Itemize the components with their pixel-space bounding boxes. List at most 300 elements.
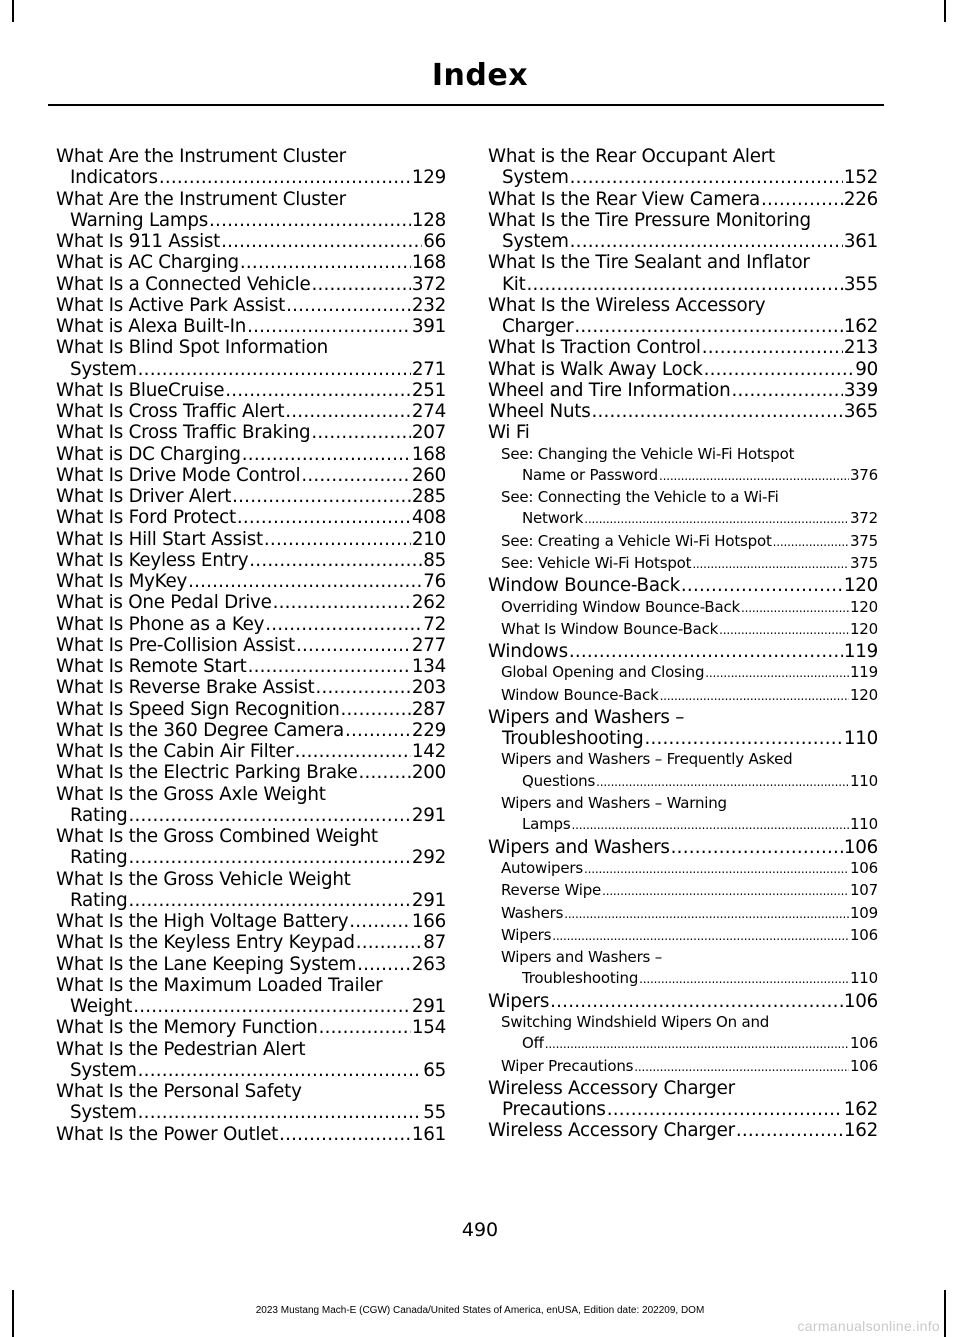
index-entry-continuation: Weight — [70, 996, 133, 1017]
index-subentry[interactable] — [488, 597, 878, 619]
dot-leader — [552, 926, 849, 947]
dot-leader — [242, 444, 411, 465]
index-entry-text: What Is the Personal Safety — [56, 1081, 302, 1102]
index-entry-text: Wipers and Washers — [488, 836, 670, 858]
index-entry[interactable] — [56, 784, 446, 827]
dot-leader — [736, 1120, 843, 1141]
index-subentry[interactable] — [488, 1012, 878, 1056]
page-reference[interactable]: 129 — [411, 167, 446, 189]
dot-leader — [319, 1017, 411, 1038]
title-divider — [48, 104, 884, 106]
index-entry[interactable] — [56, 1081, 446, 1124]
index-entry-text: What Is the Maximum Loaded Trailer — [56, 974, 383, 996]
index-entry-continuation: System — [70, 358, 137, 380]
index-entry-text: What Is a Connected Vehicle — [56, 273, 311, 295]
page-reference[interactable]: 232 — [411, 294, 446, 316]
dot-leader — [221, 231, 422, 252]
index-subentry[interactable] — [488, 925, 878, 947]
index-subentry[interactable] — [488, 858, 878, 880]
dot-leader — [602, 881, 849, 902]
index-entry-continuation: Troubleshooting — [502, 728, 644, 750]
page-reference[interactable]: 120 — [849, 597, 878, 616]
dot-leader — [644, 728, 842, 749]
index-entry-text: What Is Reverse Brake Assist — [56, 677, 315, 699]
index-entry[interactable] — [56, 975, 446, 1018]
dot-leader — [705, 663, 849, 684]
page-reference[interactable]: 291 — [411, 996, 446, 1017]
index-entry[interactable] — [56, 401, 446, 422]
page-reference[interactable]: 154 — [411, 1017, 446, 1039]
dot-leader — [356, 932, 423, 953]
dot-leader — [296, 635, 411, 656]
page-reference[interactable]: 142 — [411, 741, 446, 762]
index-entry-text: What Is the Rear View Camera — [488, 188, 760, 210]
dot-leader — [660, 686, 849, 707]
index-column-right — [488, 146, 878, 1142]
index-entry-text: Wipers and Washers – — [488, 706, 685, 728]
index-entry[interactable] — [488, 210, 878, 253]
index-entry-text: What Is Remote Start — [56, 656, 247, 677]
index-subentry[interactable] — [488, 444, 878, 488]
page-reference[interactable]: 365 — [843, 401, 878, 422]
index-entry-text: What Is Blind Spot Information — [56, 337, 328, 359]
page-reference[interactable]: 120 — [843, 575, 878, 597]
index-entry-continuation: System — [502, 167, 569, 189]
index-entry[interactable] — [56, 295, 446, 316]
page-reference[interactable]: 376 — [849, 465, 878, 484]
page-reference[interactable]: 55 — [423, 1102, 446, 1124]
index-entry[interactable] — [56, 465, 446, 486]
index-subentry[interactable] — [488, 553, 878, 575]
index-entry-continuation: Troubleshooting — [522, 969, 639, 988]
page-reference[interactable]: 213 — [843, 337, 878, 359]
dot-leader — [128, 890, 410, 911]
index-subentry[interactable] — [488, 793, 878, 837]
index-entry[interactable] — [488, 146, 878, 189]
page-reference[interactable]: 161 — [411, 1123, 446, 1145]
page-reference[interactable]: 277 — [411, 634, 446, 656]
index-subentry[interactable] — [488, 903, 878, 925]
index-entry-text: Overriding Window Bounce-Back — [501, 597, 740, 616]
dot-leader — [237, 507, 411, 528]
dot-leader — [358, 762, 410, 783]
index-column-left — [56, 146, 446, 1145]
index-entry[interactable] — [56, 486, 446, 507]
index-entry[interactable] — [56, 380, 446, 401]
footer-edition: 2023 Mustang Mach-E (CGW) Canada/United States of America, enUSA, Edition date: 202209, DOM — [255, 1305, 705, 1316]
index-entry-text: What Is Speed Sign Recognition — [56, 698, 340, 720]
dot-leader — [138, 1102, 423, 1123]
page-reference[interactable]: 260 — [411, 464, 446, 486]
dot-leader — [240, 252, 411, 273]
page-reference[interactable]: 168 — [411, 252, 446, 274]
index-subentry[interactable] — [488, 619, 878, 641]
dot-leader — [311, 422, 410, 443]
dot-leader — [527, 274, 843, 295]
dot-leader — [570, 231, 843, 252]
page-reference[interactable]: 65 — [423, 1059, 446, 1081]
index-entry-text: Wireless Accessory Charger — [488, 1077, 735, 1099]
index-entry-text: See: Vehicle Wi-Fi Hotspot — [501, 553, 692, 572]
index-entry-text: What Is Pre-Collision Assist — [56, 634, 295, 656]
index-entry-text: What Is the Keyless Entry Keypad — [56, 932, 355, 954]
page-reference[interactable]: 119 — [843, 641, 878, 663]
index-entry[interactable] — [56, 1017, 446, 1038]
dot-leader — [719, 620, 849, 641]
index-entry[interactable] — [56, 614, 446, 635]
page-reference[interactable]: 292 — [411, 847, 446, 869]
page-reference[interactable]: 203 — [411, 677, 446, 699]
page-reference[interactable]: 226 — [843, 188, 878, 210]
dot-leader — [671, 837, 843, 858]
index-entry[interactable] — [488, 189, 878, 210]
page-reference[interactable]: 251 — [411, 379, 446, 401]
page-reference[interactable]: 285 — [411, 486, 446, 507]
page-reference[interactable]: 106 — [843, 836, 878, 858]
index-entry-text: What Is Hill Start Assist — [56, 528, 263, 550]
dot-leader — [741, 598, 849, 619]
index-entry[interactable] — [488, 1120, 878, 1141]
dot-leader — [545, 1034, 849, 1055]
index-entry-text: What Is the Lane Keeping System — [56, 953, 357, 975]
page-reference[interactable]: 361 — [843, 231, 878, 252]
index-entry-continuation: Precautions — [502, 1099, 606, 1121]
page-reference[interactable]: 106 — [849, 925, 878, 944]
index-entry-continuation: Network — [522, 509, 584, 528]
dot-leader — [133, 996, 411, 1017]
dot-leader — [264, 529, 411, 550]
index-subentry[interactable] — [488, 685, 878, 707]
page-reference[interactable]: 107 — [849, 881, 878, 900]
index-entry-text: What Is Active Park Assist — [56, 294, 286, 316]
dot-leader — [232, 486, 411, 507]
index-entry-text: What Is the Cabin Air Filter — [56, 741, 294, 762]
index-entry-continuation: Kit — [502, 273, 526, 295]
index-subentry[interactable] — [488, 531, 878, 553]
dot-leader — [702, 337, 843, 358]
index-entry[interactable] — [56, 869, 446, 912]
index-entry[interactable] — [56, 231, 446, 252]
page-reference[interactable]: 106 — [849, 858, 878, 877]
index-entry-text: What Is the Wireless Accessory — [488, 294, 766, 316]
index-entry[interactable] — [488, 380, 878, 401]
page-reference[interactable]: 271 — [411, 358, 446, 380]
index-entry-text: Window Bounce-Back — [501, 685, 659, 704]
index-entry-text: What is the Rear Occupant Alert — [488, 146, 775, 167]
index-subentry[interactable] — [488, 662, 878, 684]
index-entry-continuation: Rating — [70, 847, 128, 869]
page-reference[interactable]: 162 — [843, 1120, 878, 1142]
page-reference[interactable]: 291 — [411, 804, 446, 826]
index-subentry[interactable] — [488, 880, 878, 902]
dot-leader — [159, 167, 411, 188]
index-entry-text: What Are the Instrument Cluster — [56, 188, 346, 210]
dot-leader — [570, 167, 843, 188]
index-entry[interactable] — [56, 826, 446, 869]
index-entry-text: What Is the Gross Vehicle Weight — [56, 868, 351, 890]
page-reference[interactable]: 72 — [423, 613, 446, 635]
index-entry[interactable] — [56, 762, 446, 783]
index-entry-text: What Is the Pedestrian Alert — [56, 1038, 306, 1060]
dot-leader — [584, 509, 849, 530]
index-entry-text: Wheel and Tire Information — [488, 379, 731, 401]
index-entry-continuation: Off — [522, 1034, 544, 1053]
page-reference[interactable]: 109 — [849, 903, 878, 922]
page-reference[interactable]: 207 — [411, 422, 446, 444]
dot-leader — [569, 641, 843, 662]
index-entry-text: What Is the 360 Degree Camera — [56, 719, 344, 741]
dot-leader — [341, 699, 411, 720]
index-subentry[interactable] — [488, 487, 878, 531]
dot-leader — [188, 571, 422, 592]
page-number: 490 — [461, 1219, 499, 1241]
dot-leader — [681, 575, 843, 596]
index-entry[interactable] — [56, 189, 446, 232]
index-entry-text: Autowipers — [501, 858, 583, 877]
page-reference[interactable]: 274 — [411, 401, 446, 422]
dot-leader — [138, 1060, 423, 1081]
dot-leader — [550, 991, 843, 1012]
page-reference[interactable]: 152 — [843, 167, 878, 189]
dot-leader — [731, 380, 842, 401]
index-entry[interactable] — [56, 699, 446, 720]
page-reference[interactable]: 372 — [849, 509, 878, 528]
index-entry[interactable] — [488, 575, 878, 596]
index-entry[interactable] — [488, 991, 878, 1012]
index-entry[interactable] — [56, 422, 446, 443]
page-reference[interactable]: 120 — [849, 619, 878, 638]
page-reference[interactable]: 110 — [849, 815, 878, 834]
page-reference[interactable]: 355 — [843, 273, 878, 295]
index-entry-text: Wipers and Washers – Warning — [501, 794, 727, 813]
index-entry[interactable] — [56, 741, 446, 762]
index-entry-text: What Is BlueCruise — [56, 379, 225, 401]
index-entry[interactable] — [56, 635, 446, 656]
dot-leader — [692, 554, 849, 575]
dot-leader — [295, 741, 411, 762]
index-entry-text: What Is the High Voltage Battery — [56, 911, 349, 932]
index-entry-text: Wi Fi — [488, 422, 530, 444]
dot-leader — [634, 1057, 849, 1078]
watermark: carmanualsonline.info — [797, 1318, 940, 1334]
index-entry-text: What is DC Charging — [56, 443, 241, 465]
page-reference[interactable]: 391 — [411, 316, 446, 337]
page-reference[interactable]: 119 — [849, 663, 878, 682]
page-reference[interactable]: 263 — [411, 953, 446, 975]
dot-leader — [311, 274, 410, 295]
dot-leader — [247, 316, 411, 337]
index-entry-text: Wiper Precautions — [501, 1056, 634, 1075]
dot-leader — [659, 466, 849, 487]
page-reference[interactable]: 166 — [411, 911, 446, 932]
index-entry-continuation: Rating — [70, 804, 128, 826]
index-entry[interactable] — [56, 337, 446, 380]
dot-leader — [607, 1099, 843, 1120]
index-entry[interactable] — [488, 422, 878, 443]
page-reference[interactable]: 120 — [849, 685, 878, 704]
index-entry-continuation: Warning Lamps — [70, 209, 209, 231]
index-entry[interactable] — [56, 146, 446, 189]
index-entry[interactable] — [56, 571, 446, 592]
dot-leader — [596, 772, 849, 793]
page-reference[interactable]: 66 — [423, 231, 446, 252]
index-entry[interactable] — [488, 707, 878, 750]
crop-mark — [12, 0, 14, 22]
page-reference[interactable]: 106 — [849, 1056, 878, 1075]
dot-leader — [285, 401, 411, 422]
index-entry-continuation: Questions — [522, 771, 596, 790]
dot-leader — [574, 316, 842, 337]
dot-leader — [138, 359, 411, 380]
dot-leader — [265, 614, 422, 635]
page-reference[interactable]: 262 — [411, 592, 446, 614]
dot-leader — [564, 904, 849, 925]
index-entry-text: What Is Phone as a Key — [56, 613, 265, 635]
index-entry[interactable] — [56, 529, 446, 550]
index-entry-continuation: Lamps — [522, 815, 571, 834]
index-entry[interactable] — [488, 359, 878, 380]
index-entry-text: What Is Traction Control — [488, 337, 701, 359]
page-reference[interactable]: 90 — [855, 358, 878, 380]
page-reference[interactable]: 128 — [411, 209, 446, 231]
index-entry[interactable] — [56, 1124, 446, 1145]
index-entry[interactable] — [56, 444, 446, 465]
index-entry[interactable] — [488, 837, 878, 858]
index-entry-text: What Are the Instrument Cluster — [56, 146, 346, 167]
index-entry-text: Window Bounce-Back — [488, 575, 680, 597]
index-entry-text: Wheel Nuts — [488, 401, 591, 422]
index-entry[interactable] — [488, 641, 878, 662]
index-entry-text: What Is the Gross Axle Weight — [56, 783, 326, 805]
page-reference[interactable]: 210 — [411, 528, 446, 550]
index-entry[interactable] — [488, 401, 878, 422]
index-entry[interactable] — [488, 337, 878, 358]
index-entry[interactable] — [56, 550, 446, 571]
index-entry-continuation: Charger — [502, 316, 574, 337]
index-entry[interactable] — [56, 656, 446, 677]
page-reference[interactable]: 408 — [411, 507, 446, 529]
index-entry-text: What Is Driver Alert — [56, 486, 232, 507]
page-reference[interactable]: 168 — [411, 443, 446, 465]
index-entry[interactable] — [56, 677, 446, 698]
index-entry-continuation: System — [70, 1059, 137, 1081]
page-reference[interactable]: 106 — [849, 1034, 878, 1053]
dot-leader — [249, 550, 422, 571]
index-entry-text: Wipers — [488, 990, 550, 1012]
page-reference[interactable]: 106 — [843, 990, 878, 1012]
dot-leader — [761, 189, 843, 210]
index-entry[interactable] — [56, 932, 446, 953]
index-entry-text: What Is the Electric Parking Brake — [56, 762, 358, 784]
index-entry[interactable] — [56, 274, 446, 295]
index-entry-text: Wipers — [501, 925, 552, 944]
dot-leader — [209, 210, 411, 231]
index-entry[interactable] — [56, 592, 446, 613]
page-reference[interactable]: 291 — [411, 889, 446, 911]
index-subentry[interactable] — [488, 947, 878, 991]
page-reference[interactable]: 229 — [411, 719, 446, 741]
page-reference[interactable]: 287 — [411, 698, 446, 720]
index-entry-text: Reverse Wipe — [501, 881, 602, 900]
index-entry-text: What Is Ford Protect — [56, 507, 236, 529]
page-reference[interactable]: 110 — [849, 771, 878, 790]
dot-leader — [279, 1124, 411, 1145]
index-entry-text: What is AC Charging — [56, 252, 239, 274]
page-reference[interactable]: 339 — [843, 379, 878, 401]
page-reference[interactable]: 162 — [843, 316, 878, 337]
index-entry-text: What is Alexa Built-In — [56, 316, 247, 337]
dot-leader — [345, 720, 411, 741]
index-entry[interactable] — [56, 954, 446, 975]
index-entry-text: What Is the Tire Sealant and Inflator — [488, 252, 810, 274]
dot-leader — [301, 465, 411, 486]
index-entry[interactable] — [56, 1039, 446, 1082]
index-entry-text: Global Opening and Closing — [501, 663, 705, 682]
index-entry-text: Washers — [501, 903, 564, 922]
page-reference[interactable]: 162 — [843, 1099, 878, 1121]
dot-leader — [349, 911, 411, 932]
dot-leader — [592, 401, 843, 422]
index-entry[interactable] — [56, 316, 446, 337]
index-entry[interactable] — [56, 911, 446, 932]
index-entry-continuation: System — [502, 231, 569, 252]
index-entry-text: What is Walk Away Lock — [488, 358, 703, 380]
index-entry-continuation: System — [70, 1102, 137, 1124]
dot-leader — [704, 359, 855, 380]
index-entry[interactable] — [56, 507, 446, 528]
page-title: Index — [431, 58, 529, 93]
index-entry-text: What Is the Tire Pressure Monitoring — [488, 209, 811, 231]
dot-leader — [584, 859, 849, 880]
index-entry-text: Windows — [488, 641, 568, 663]
index-entry-text: What is One Pedal Drive — [56, 592, 272, 614]
index-entry-text: What Is the Power Outlet — [56, 1123, 279, 1145]
index-subentry[interactable] — [488, 1056, 878, 1078]
page-reference[interactable]: 76 — [423, 571, 446, 592]
index-entry[interactable] — [488, 252, 878, 295]
page-reference[interactable]: 87 — [423, 932, 446, 954]
page-reference[interactable]: 375 — [849, 531, 878, 550]
page-reference[interactable]: 110 — [849, 969, 878, 988]
crop-mark — [944, 0, 946, 22]
page-reference[interactable]: 110 — [843, 728, 878, 750]
index-entry[interactable] — [56, 252, 446, 273]
page-reference[interactable]: 200 — [411, 762, 446, 784]
index-entry[interactable] — [56, 720, 446, 741]
index-entry-continuation: Name or Password — [522, 465, 658, 484]
index-entry-text: What Is Keyless Entry — [56, 549, 249, 571]
index-subentry[interactable] — [488, 749, 878, 793]
dot-leader — [248, 656, 411, 677]
dot-leader — [315, 677, 410, 698]
index-entry-text: See: Connecting the Vehicle to a Wi-Fi — [501, 488, 779, 507]
page-reference[interactable]: 375 — [849, 553, 878, 572]
page-reference[interactable]: 372 — [411, 273, 446, 295]
index-entry[interactable] — [488, 1078, 878, 1121]
dot-leader — [639, 969, 849, 990]
index-entry-text: What Is the Memory Function — [56, 1017, 318, 1039]
index-entry-text: What Is Window Bounce-Back — [501, 619, 719, 638]
dot-leader — [225, 380, 411, 401]
dot-leader — [128, 847, 410, 868]
index-entry-text: What Is Cross Traffic Braking — [56, 422, 311, 444]
page-reference[interactable]: 85 — [423, 549, 446, 571]
index-entry-text: Wipers and Washers – Frequently Asked — [501, 750, 793, 769]
index-entry[interactable] — [488, 295, 878, 338]
page-reference[interactable]: 134 — [411, 656, 446, 677]
index-entry-text: See: Creating a Vehicle Wi-Fi Hotspot — [501, 531, 772, 550]
dot-leader — [273, 592, 411, 613]
